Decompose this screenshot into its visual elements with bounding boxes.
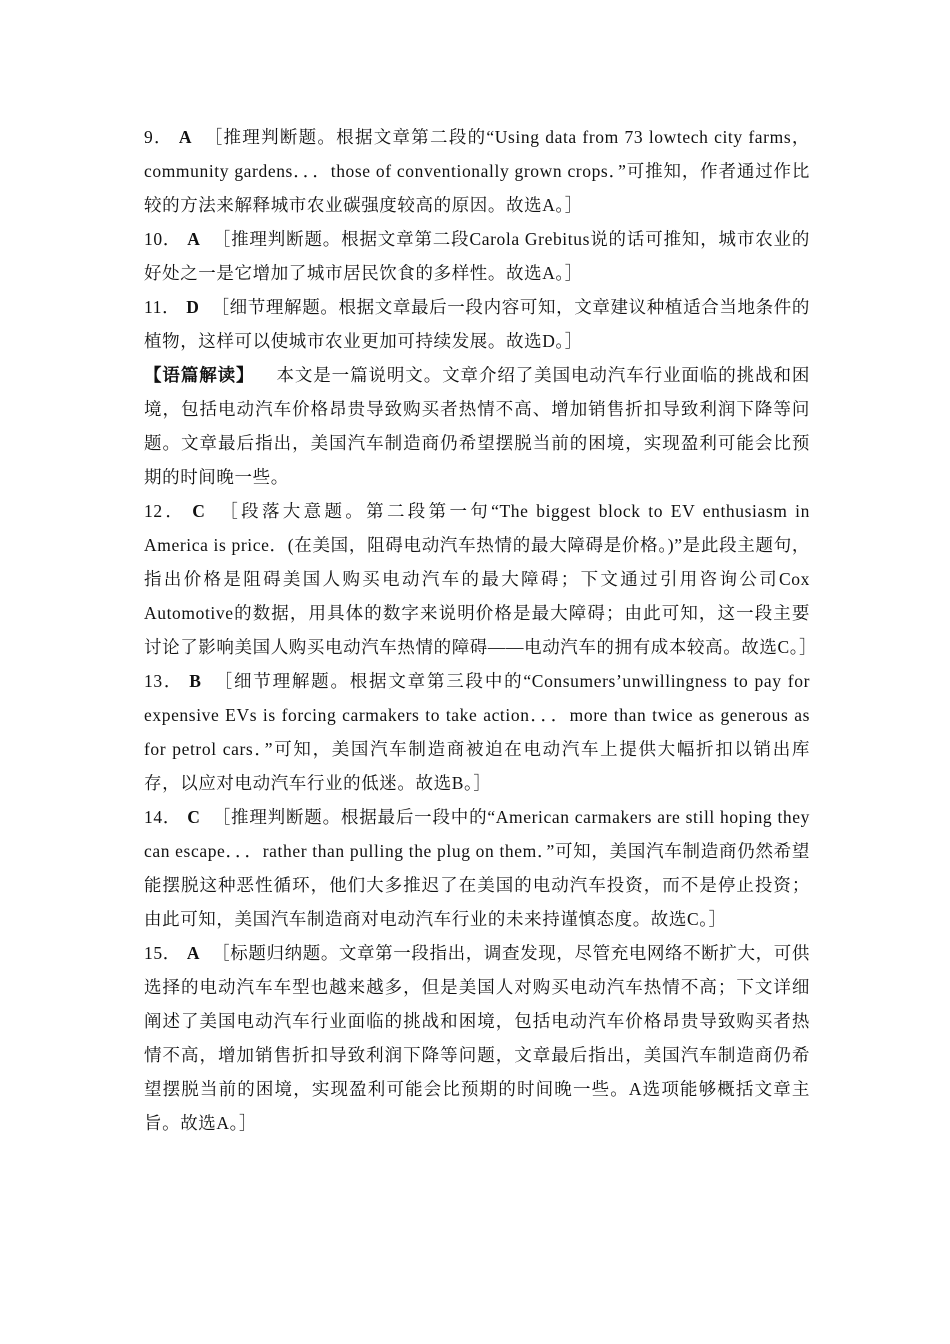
analysis-text: 本文是一篇说明文。文章介绍了美国电动汽车行业面临的挑战和困境，包括电动汽车价格昂贵导致购买者热情不高、增加销售折扣导致利润下降等问题。文章最后指出，美国汽车制造商仍希望摆脱当前的困境，实现盈利可能会比预期的时间晚一些。 [144, 365, 810, 487]
explanation-text: ［推理判断题。根据文章第二段Carola Grebitus说的话可推知，城市农业的好处之一是它增加了城市居民饮食的多样性。故选A。］ [144, 229, 810, 283]
answer-item-9 [144, 120, 810, 222]
answer-item-15 [144, 936, 810, 1140]
question-number: 15． [144, 943, 181, 963]
answer-letter: C [192, 501, 206, 521]
answer-item-11 [144, 290, 810, 358]
question-number: 9． [144, 127, 173, 147]
answer-letter: A [186, 943, 201, 963]
question-number: 14． [144, 807, 182, 827]
explanation-text: ［推理判断题。根据最后一段中的“American carmakers are still hoping they can escape．．．rather than pulling the plug on them．”可知，美国汽车制造商仍然希望能摆脱这种恶性循环，他们大多推迟了在美国的电动汽车投资，而不是停止投资；由此可知，美国汽车制造商对电动汽车行业的未来持谨慎态度。故选C。］ [144, 807, 810, 929]
answer-letter: A [178, 127, 193, 147]
question-number: 13． [144, 671, 184, 691]
answer-letter: C [187, 807, 201, 827]
explanation-text: ［标题归纳题。文章第一段指出，调查发现，尽管充电网络不断扩大，可供选择的电动汽车车型也越来越多，但是美国人对购买电动汽车热情不高；下文详细阐述了美国电动汽车行业面临的挑战和困境，包括电动汽车价格昂贵导致购买者热情不高，增加销售折扣导致利润下降等问题，文章最后指出，美国汽车制造商仍希望摆脱当前的困境，实现盈利可能会比预期的时间晚一些。A选项能够概括文章主旨。故选A。］ [144, 943, 810, 1133]
answer-letter: A [187, 229, 201, 249]
answer-item-14 [144, 800, 810, 936]
explanation-text: ［推理判断题。根据文章第二段的“Using data from 73 lowtech city farms，community gardens．．．those of conventionally grown crops．”可推知，作者通过作比较的方法来解释城市农业碳强度较高的原因。故选A。］ [144, 127, 811, 215]
passage-analysis [144, 358, 810, 494]
answer-key-document [144, 120, 818, 1140]
answer-item-10 [144, 222, 810, 290]
answer-letter: D [186, 297, 200, 317]
explanation-text: ［细节理解题。根据文章第三段中的“Consumers’unwillingness to pay for expensive EVs is forcing carmakers to take action．．．more than twice as generous as for petrol cars．”可知，美国汽车制造商被迫在电动汽车上提供大幅折扣以销出库存，以应对电动汽车行业的低迷。故选B。］ [144, 671, 810, 793]
explanation-text: ［段落大意题。第二段第一句“The biggest block to EV enthusiasm in America is price．(在美国，阻碍电动汽车热情的最大障碍是价格。)”是此段主题句，指出价格是阻碍美国人购买电动汽车的最大障碍；下文通过引用咨询公司Cox Automotive的数据，用具体的数字来说明价格是最大障碍；由此可知，这一段主要讨论了影响美国人购买电动汽车热情的障碍——电动汽车的拥有成本较高。故选C。］ [144, 501, 818, 657]
question-number: 11． [144, 297, 181, 317]
question-number: 12． [144, 501, 187, 521]
answer-letter: B [189, 671, 202, 691]
answer-item-13 [144, 664, 810, 800]
answer-item-12 [144, 494, 818, 664]
question-number: 10． [144, 229, 182, 249]
explanation-text: ［细节理解题。根据文章最后一段内容可知，文章建议种植适合当地条件的植物，这样可以使城市农业更加可持续发展。故选D。］ [144, 297, 810, 351]
analysis-heading: 【语篇解读】 [144, 365, 255, 385]
